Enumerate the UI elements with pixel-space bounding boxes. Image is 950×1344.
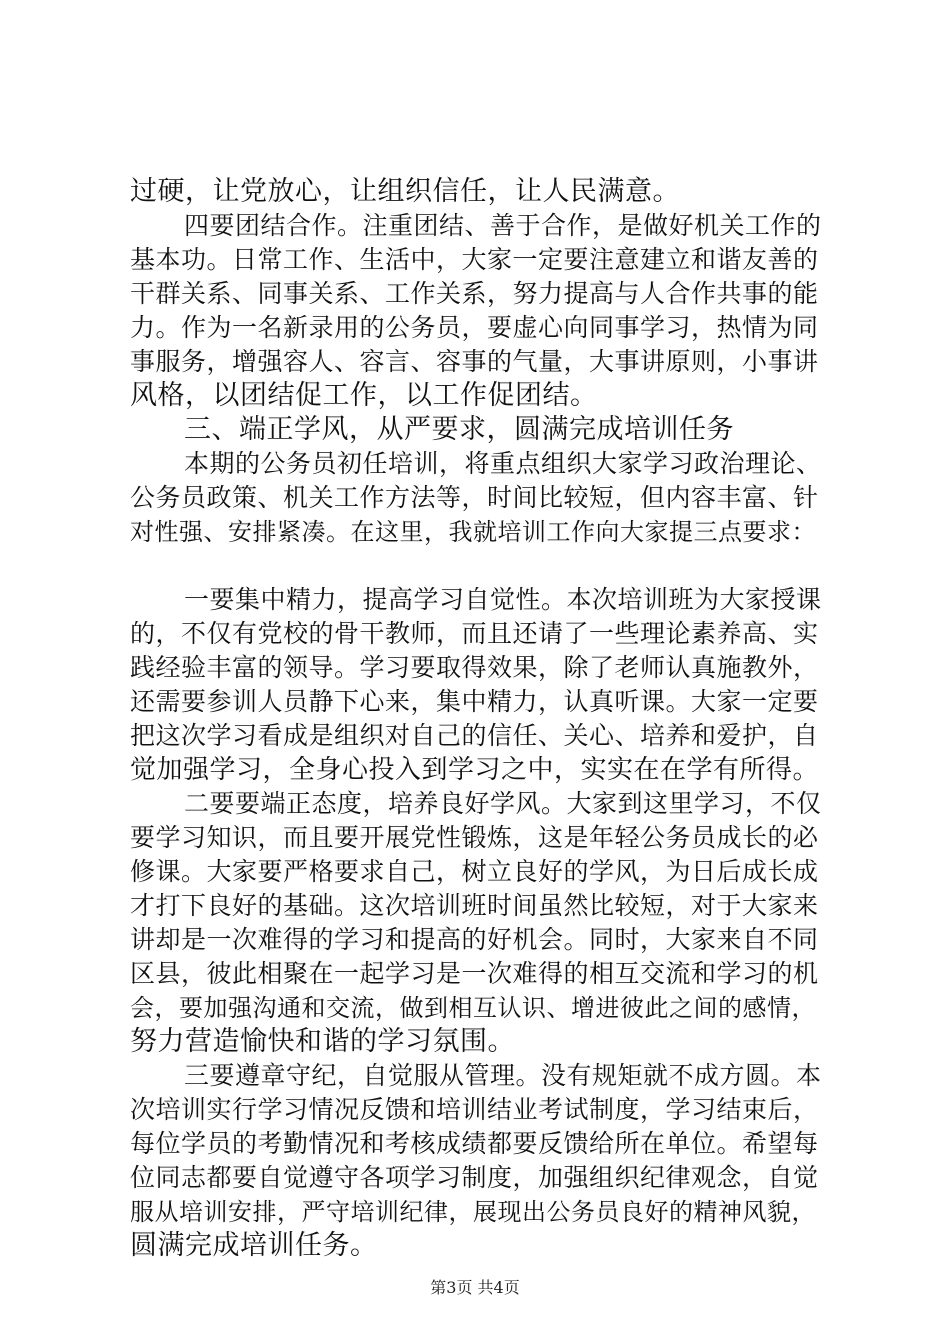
body-line: 对性强、安排紧凑。在这里，我就培训工作向大家提三点要求： (130, 518, 816, 546)
body-line: 圆满完成培训任务。 (130, 1230, 378, 1261)
body-line: 把这次学习看成是组织对自己的信任、关心、培养和爱护，自 (130, 721, 819, 750)
body-line: 基本功。日常工作、生活中，大家一定要注意建立和谐友善的 (130, 245, 819, 274)
body-line: 事服务，增强容人、容言、容事的气量，大事讲原则，小事讲 (130, 347, 819, 376)
body-line: 风格，以团结促工作，以工作促团结。 (130, 380, 598, 411)
body-line: 过硬，让党放心，让组织信任，让人民满意。 (130, 176, 680, 207)
body-line: 讲却是一次难得的学习和提高的好机会。同时，大家来自不同 (130, 925, 819, 954)
paragraph-first-line: 本期的公务员初任培训，将重点组织大家学习政治理论、 (184, 449, 822, 478)
body-line: 服从培训安排，严守培训纪律，展现出公务员良好的精神风貌， (130, 1198, 816, 1226)
body-line: 公务员政策、机关工作方法等，时间比较短，但内容丰富、针 (130, 483, 819, 512)
section-heading: 三、端正学风，从严要求，圆满完成培训任务 (184, 414, 734, 445)
body-line: 还需要参训人员静下心来，集中精力，认真听课。大家一定要 (130, 687, 819, 716)
page-number-footer: 第3页 共4页 (430, 1278, 520, 1297)
paragraph-first-line: 三要遵章守纪，自觉服从管理。没有规矩就不成方圆。本 (184, 1061, 822, 1090)
body-line: 每位学员的考勤情况和考核成绩都要反馈给所在单位。希望每 (130, 1129, 819, 1158)
body-line: 位同志都要自觉遵守各项学习制度，加强组织纪律观念，自觉 (130, 1163, 819, 1192)
body-line: 区县，彼此相聚在一起学习是一次难得的相互交流和学习的机 (130, 959, 819, 988)
body-line: 努力营造愉快和谐的学习氛围。 (130, 1026, 515, 1057)
body-line: 会，要加强沟通和交流，做到相互认识、增进彼此之间的感情， (130, 994, 816, 1022)
body-line: 修课。大家要严格要求自己，树立良好的学风，为日后成长成 (130, 857, 819, 886)
body-line: 觉加强学习，全身心投入到学习之中，实实在在学有所得。 (130, 755, 820, 785)
body-line: 次培训实行学习情况反馈和培训结业考试制度，学习结束后， (130, 1095, 819, 1124)
body-line: 干群关系、同事关系、工作关系，努力提高与人合作共事的能 (130, 279, 819, 308)
body-line: 要学习知识，而且要开展党性锻炼，这是年轻公务员成长的必 (130, 823, 819, 852)
body-line: 才打下良好的基础。这次培训班时间虽然比较短，对于大家来 (130, 891, 819, 920)
paragraph-first-line: 一要集中精力，提高学习自觉性。本次培训班为大家授课 (184, 585, 822, 614)
paragraph-first-line: 四要团结合作。注重团结、善于合作，是做好机关工作的 (184, 211, 822, 240)
body-line: 的，不仅有党校的骨干教师，而且还请了一些理论素养高、实 (130, 619, 819, 648)
paragraph-first-line: 二要要端正态度，培养良好学风。大家到这里学习，不仅 (184, 789, 822, 818)
body-line: 践经验丰富的领导。学习要取得效果，除了老师认真施教外， (130, 653, 819, 682)
body-line: 力。作为一名新录用的公务员，要虚心向同事学习，热情为同 (130, 313, 819, 342)
